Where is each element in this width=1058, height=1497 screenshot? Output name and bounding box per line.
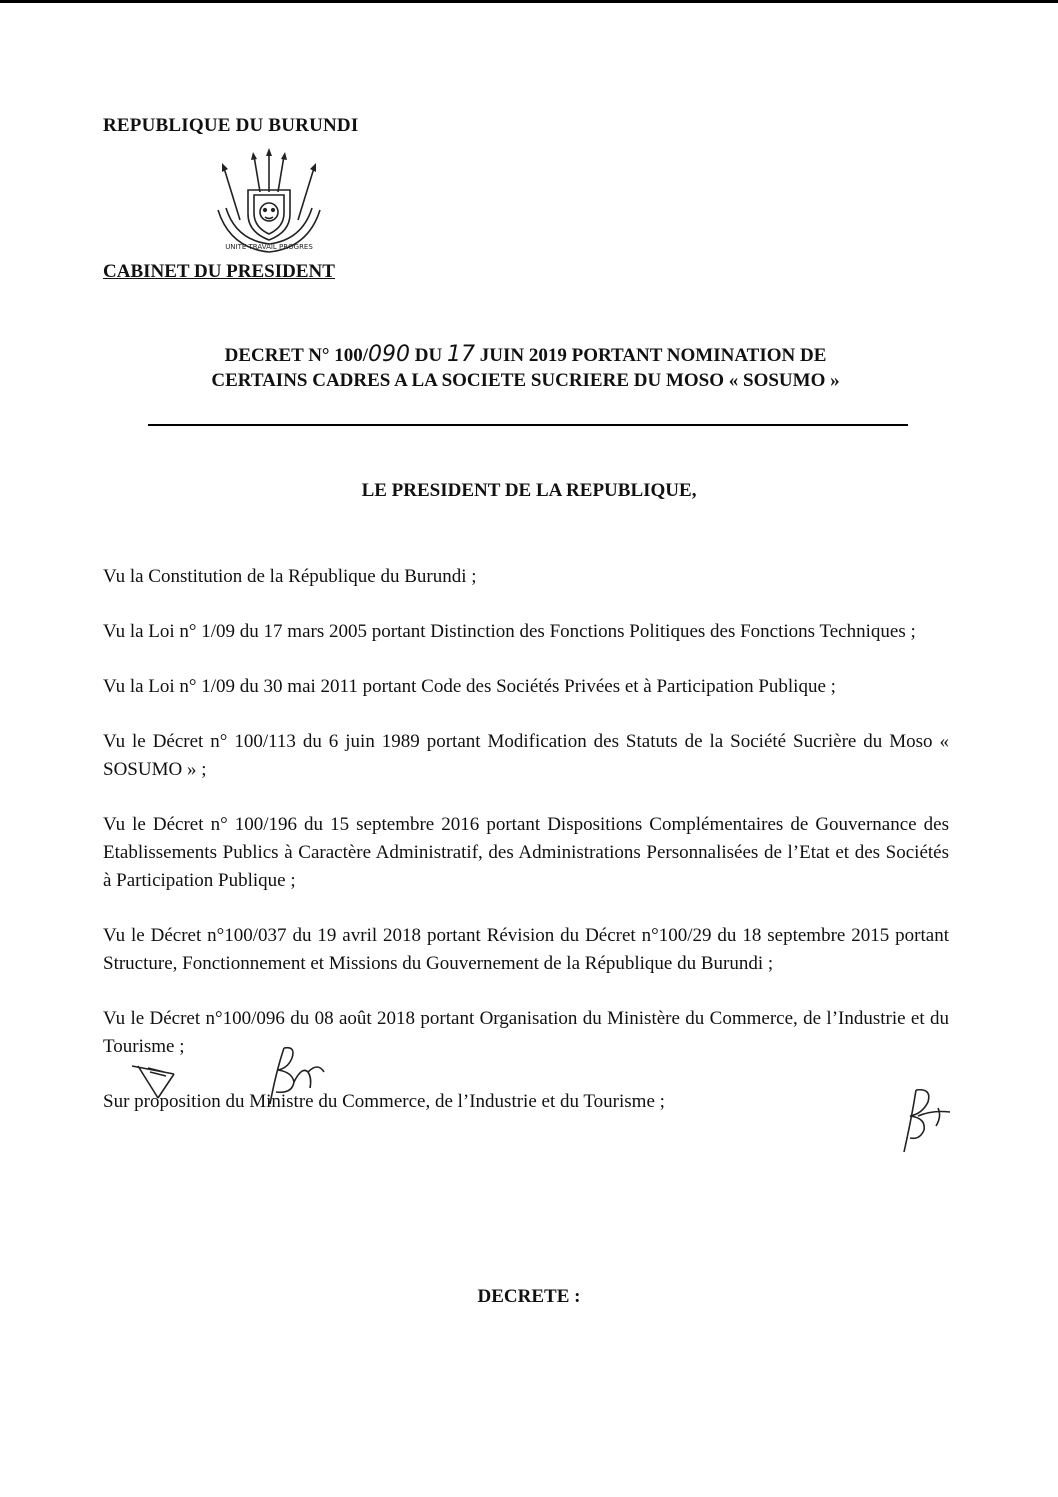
decree-title-rest: JUIN 2019 PORTANT NOMINATION DE <box>479 345 827 366</box>
consideration-paragraph: Sur proposition du Ministre du Commerce, de l’Industrie et du Tourisme ; <box>103 1091 665 1112</box>
initials-signature-3-icon <box>898 1086 968 1156</box>
handwritten-decree-day: 17 <box>447 342 475 367</box>
decree-number-prefix: DECRET N° 100/ <box>224 345 369 366</box>
consideration-paragraph: Vu la Loi n° 1/09 du 17 mars 2005 portant Distinction des Fonctions Politiques des Fonctions Techniques ; <box>103 621 916 642</box>
decree-title <box>103 342 948 393</box>
title-underline-rule <box>148 424 908 426</box>
coat-of-arms-icon <box>210 148 328 258</box>
consideration-paragraph: Vu le Décret n°100/037 du 19 avril 2018 portant Révision du Décret n°100/29 du 18 septembre 2015 portant Structure, Fonctionnement et Missions du Gouvernement de la République du Burundi ; <box>103 925 949 974</box>
consideration-paragraph: Vu le Décret n° 100/196 du 15 septembre 2016 portant Dispositions Complémentaires de Gouvernance des Etablissements Publics à Caractère Administratif, des Administrations Personnalisées de l’Etat et des Sociétés à Participation Publique ; <box>103 814 949 891</box>
consideration-paragraph: Vu la Loi n° 1/09 du 30 mai 2011 portant Code des Sociétés Privées et à Participation Publique ; <box>103 676 836 697</box>
motto-text: UNITE TRAVAIL PROGRES <box>225 243 313 251</box>
decree-title-line-2: CERTAINS CADRES A LA SOCIETE SUCRIERE DU MOSO « SOSUMO » <box>211 370 840 391</box>
decree-du-label: DU <box>414 345 443 366</box>
consideration-paragraph: Vu le Décret n°100/096 du 08 août 2018 portant Organisation du Ministère du Commerce, de l’Industrie et du Tourisme ; <box>103 1008 949 1057</box>
president-heading: LE PRESIDENT DE LA REPUBLIQUE, <box>361 480 697 501</box>
considerations-list <box>103 563 949 1143</box>
decrete-heading: DECRETE : <box>477 1286 581 1307</box>
decree-title-line-1 <box>103 342 948 368</box>
handwritten-decree-number: 090 <box>368 342 411 367</box>
consideration-paragraph: Vu la Constitution de la République du Burundi ; <box>103 566 477 587</box>
consideration-paragraph: Vu le Décret n° 100/113 du 6 juin 1989 portant Modification des Statuts de la Société Sucrière du Moso « SOSUMO » ; <box>103 731 949 780</box>
cabinet-header: CABINET DU PRESIDENT <box>103 261 335 282</box>
initials-signature-2-icon <box>262 1042 332 1112</box>
top-border-line <box>0 0 1058 3</box>
country-header: REPUBLIQUE DU BURUNDI <box>103 115 359 136</box>
initials-signature-1-icon <box>128 1058 188 1104</box>
